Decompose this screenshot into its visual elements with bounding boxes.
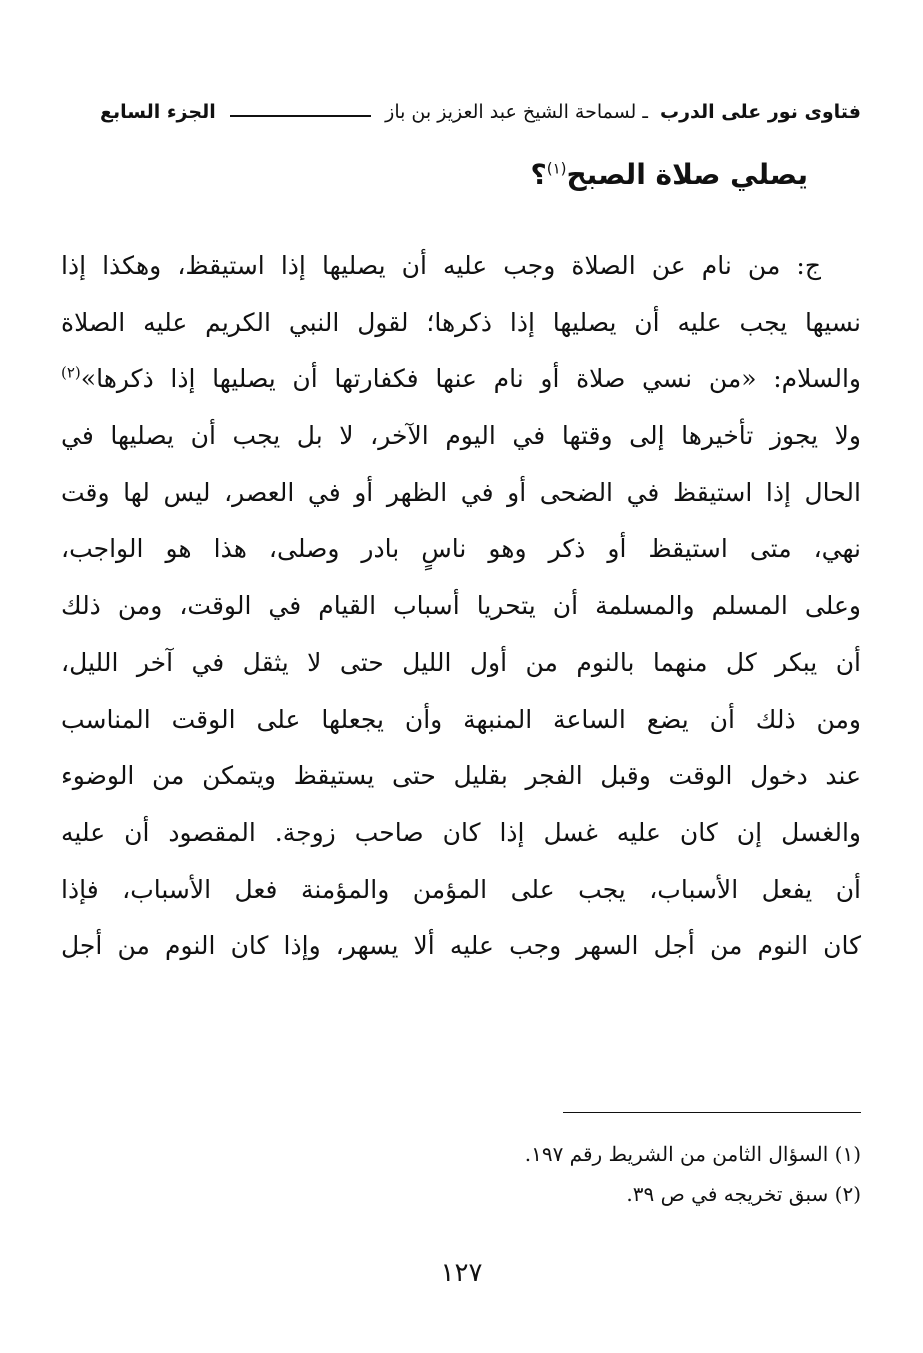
question-mark: ؟ bbox=[530, 158, 547, 191]
author-name: ـ لسماحة الشيخ عبد العزيز بن باز bbox=[385, 101, 648, 123]
question-text: يصلي صلاة الصبح bbox=[566, 158, 808, 191]
footnote-ref-2: (٢) bbox=[61, 364, 81, 383]
body-line: وعلى المسلم والمسلمة أن يتحريا أسباب القيام في الوقت، ومن ذلك bbox=[61, 591, 861, 621]
body-line: نهي، متى استيقظ أو ذكر وهو ناسٍ بادر وصلى، هذا هو الواجب، bbox=[61, 534, 861, 564]
body-line: الحال إذا استيقظ في الضحى أو في الظهر أو في العصر، ليس لها وقت bbox=[61, 477, 861, 507]
running-header bbox=[100, 92, 861, 132]
body-line: والغسل إن كان عليه غسل إذا كان صاحب زوجة. المقصود أن عليه bbox=[61, 817, 861, 847]
body-line: نسيها يجب عليه أن يصليها إذا ذكرها؛ لقول النبي الكريم عليه الصلاة bbox=[61, 307, 861, 337]
body-line: كان النوم من أجل السهر وجب عليه ألا يسهر، وإذا كان النوم من أجل bbox=[61, 931, 861, 961]
footnote-separator bbox=[563, 1112, 861, 1113]
footnote-2: (٢) سبق تخريجه في ص ٣٩. bbox=[626, 1182, 861, 1206]
header-rule bbox=[230, 115, 371, 117]
body-line-text: والسلام: «من نسي صلاة أو نام عنها فكفارتها أن يصليها إذا ذكرها» bbox=[80, 364, 861, 394]
footnotes bbox=[101, 1134, 861, 1214]
body-line: ولا يجوز تأخيرها إلى وقتها في اليوم الآخر، لا بل يجب أن يصليها في bbox=[61, 421, 861, 451]
body-line: ومن ذلك أن يضع الساعة المنبهة وأن يجعلها على الوقت المناسب bbox=[61, 704, 861, 734]
page-number: ١٢٧ bbox=[440, 1258, 483, 1288]
volume-label: الجزء السابع bbox=[100, 101, 216, 123]
footnote-1: (١) السؤال الثامن من الشريط رقم ١٩٧. bbox=[524, 1142, 861, 1166]
header-book-info bbox=[385, 101, 861, 123]
body-line: أن يفعل الأسباب، يجب على المؤمن والمؤمنة فعل الأسباب، فإذا bbox=[61, 874, 861, 904]
body-line: أن يبكر كل منهما بالنوم من أول الليل حتى لا يثقل في آخر الليل، bbox=[61, 647, 861, 677]
book-title: فتاوى نور على الدرب bbox=[660, 101, 861, 123]
body-line: عند دخول الوقت وقبل الفجر بقليل حتى يستيقظ ويتمكن من الوضوء bbox=[61, 761, 861, 791]
body-line: ج: من نام عن الصلاة وجب عليه أن يصليها إذا استيقظ، وهكذا إذا bbox=[61, 251, 821, 280]
footnote-ref-1: (١) bbox=[546, 159, 567, 178]
question-heading bbox=[530, 158, 808, 191]
body-line-with-footnote bbox=[61, 351, 861, 408]
answer-body bbox=[61, 238, 861, 975]
